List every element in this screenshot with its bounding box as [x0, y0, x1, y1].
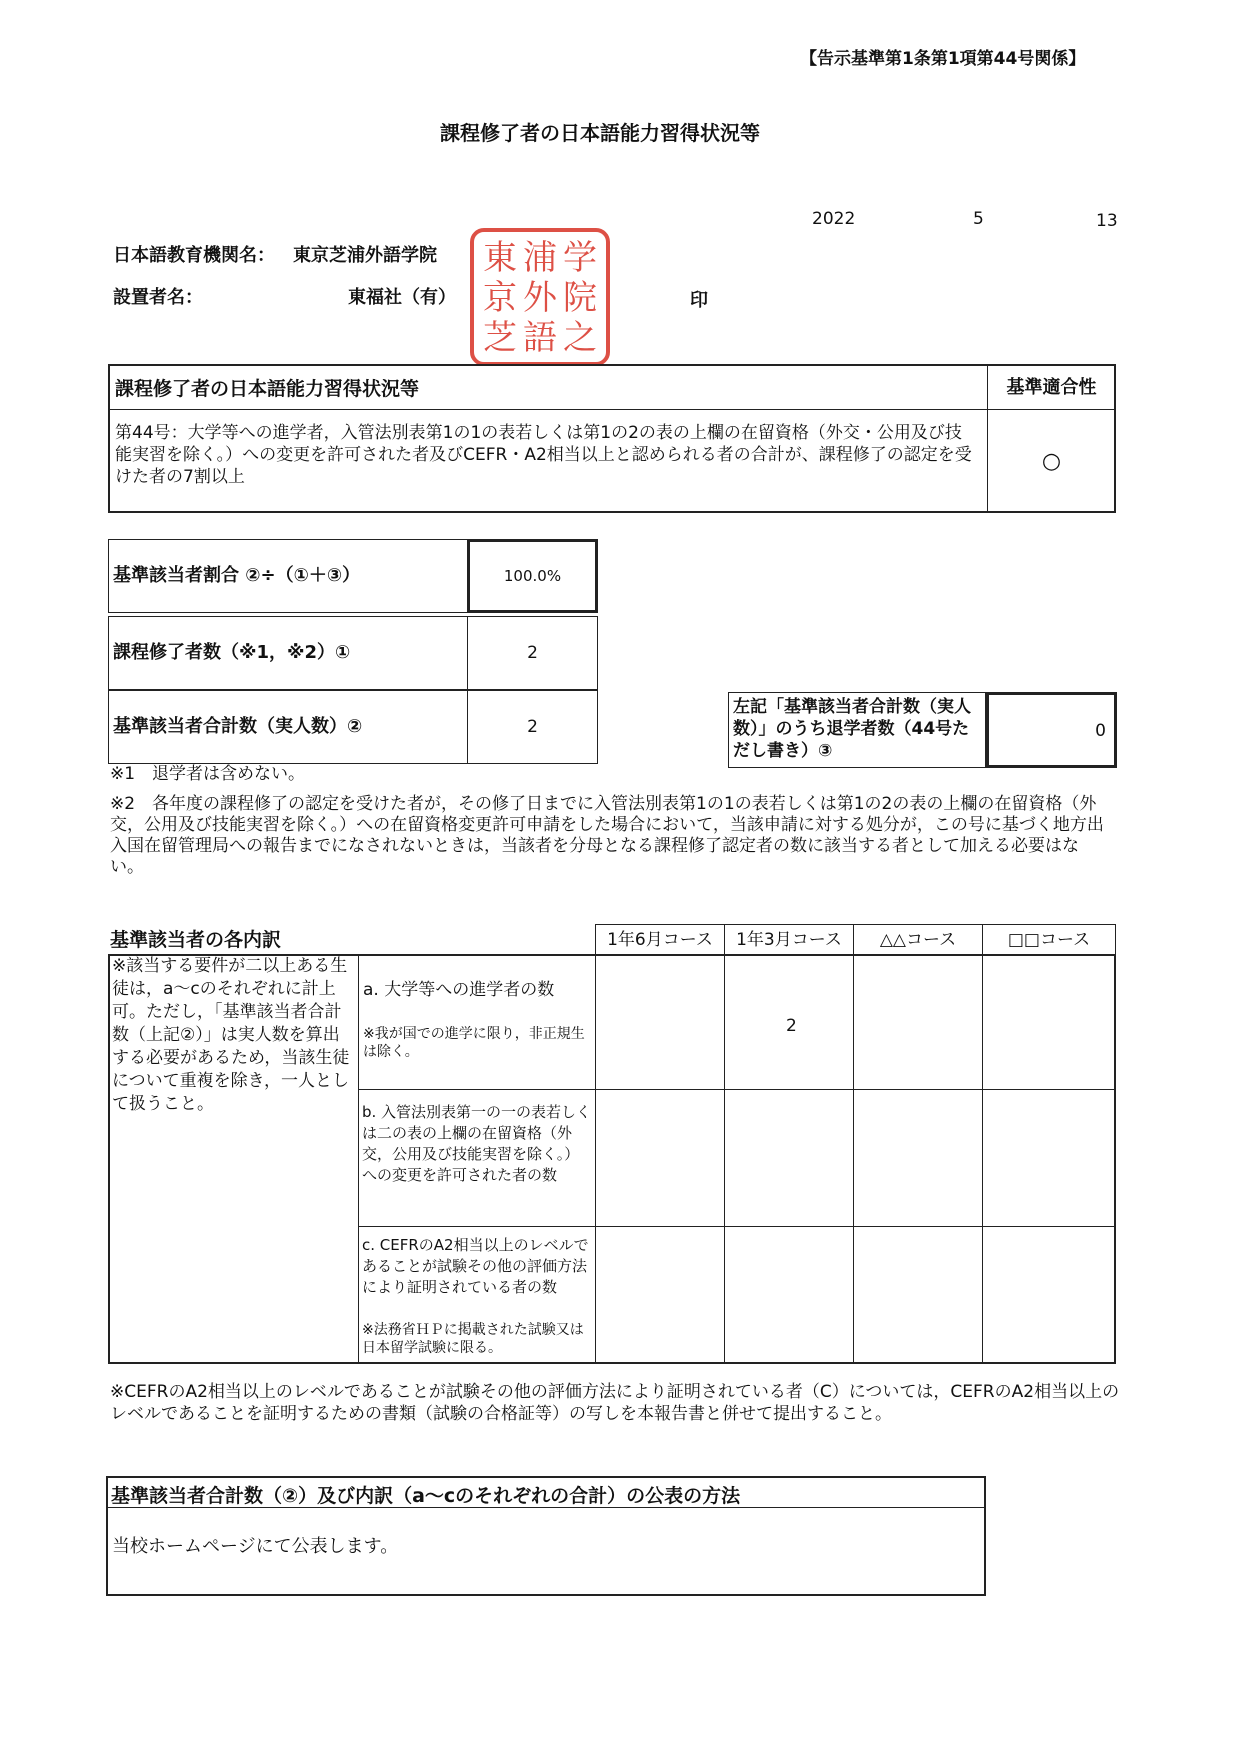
criteria-description: 第44号：大学等への進学者，入管法別表第1の1の表若しくは第1の2の表の上欄の在留資格（外交・公用及び技能実習を除く。）への変更を許可された者及びCEFR・A2相当以上と認められる者の合計が、課程修了の認定を受けた者の7割以上 [115, 423, 972, 487]
criteria-header-text: 課程修了者の日本語能力習得状況等 [115, 378, 420, 400]
founder-name: 東福社（有） [348, 287, 456, 308]
withdrawn-value-cell [986, 692, 1117, 768]
breakdown-left-note-cell [108, 954, 359, 1364]
row-c-sub: ※法務省ＨＰに掲載された試験又は日本留学試験に限る。 [362, 1322, 584, 1356]
ratio-value: 100.0% [503, 567, 562, 585]
row-c-label: c. CEFRのA2相当以上のレベルであることが試験その他の評価方法により証明されている者の数 [362, 1236, 589, 1296]
seal-mark-label: 印 [690, 290, 708, 311]
row-c-value [595, 1226, 725, 1364]
publication-header: 基準該当者合計数（②）及び内訳（a〜cのそれぞれの合計）の公表の方法 [111, 1485, 741, 1507]
row-a-sub: ※我が国での進学に限り，非正規生は除く。 [363, 1026, 585, 1060]
seal-char: 外 [523, 278, 557, 318]
breakdown-left-note: ※該当する要件が二以上ある生徒は，a〜cのそれぞれに計上可。ただし，「基準該当者合計数（上記②）」は実人数を算出する必要があるため，当該生徒について重複を除き，一人として扱うこと。 [112, 956, 350, 1114]
conformity-cell [987, 409, 1116, 513]
row-b-label: b. 入管法別表第一の一の表若しくは二の表の上欄の在留資格（外交，公用及び技能実習を除く。）への変更を許可された者の数 [362, 1103, 592, 1184]
row-a-value [853, 954, 983, 1090]
row-b-value [982, 1089, 1116, 1227]
seal-char: 浦 [523, 238, 557, 278]
note-2: ※2 各年度の課程修了の認定を受けた者が，その修了日までに入管法別表第1の1の表若しくは第1の2の表の上欄の在留資格（外交，公用及び技能実習を除く。）への在留資格変更許可申請をした場合において，当該申請に対する処分が，この号に基づく地方出入国在留管理局への報告までになされないときは，当該者を分母となる課程修了認定者の数に該当する者として加える必要はない。 [110, 794, 1104, 877]
row-b-value [724, 1089, 854, 1227]
criteria-description-cell [108, 409, 988, 513]
column-header: □□コース [982, 924, 1116, 955]
qualified-value: 2 [527, 717, 538, 737]
qualified-label-cell [108, 690, 468, 764]
row-c-value [724, 1226, 854, 1364]
withdrawn-value: 0 [1095, 721, 1106, 741]
date-day: 13 [1096, 211, 1118, 231]
row-c-label-cell [358, 1226, 596, 1364]
row-c-value [982, 1226, 1116, 1364]
seal-char: 京 [483, 278, 517, 318]
qualified-label: 基準該当者合計数（実人数）② [113, 716, 363, 737]
row-a-value: 2 [724, 954, 854, 1090]
column-header: △△コース [853, 924, 983, 955]
page-title: 課程修了者の日本語能力習得状況等 [440, 121, 760, 145]
institution-name-label: 日本語教育機関名： [113, 245, 275, 266]
qualified-value-cell [467, 690, 598, 764]
seal-char: 語 [523, 318, 557, 358]
row-b-value [595, 1089, 725, 1227]
seal-char: 之 [563, 318, 597, 358]
conformity-mark: ○ [1041, 448, 1062, 474]
withdrawn-label-cell [728, 692, 986, 768]
row-a-label-cell [358, 954, 596, 1090]
seal-char: 東 [483, 238, 517, 278]
conformity-header: 基準適合性 [1006, 376, 1097, 398]
row-a-label: a. 大学等への進学者の数 [363, 980, 555, 1000]
breakdown-title: 基準該当者の各内訳 [110, 929, 282, 951]
seal-char: 芝 [483, 318, 517, 358]
row-a-value [595, 954, 725, 1090]
ratio-label-cell [108, 539, 468, 613]
date-month: 5 [973, 209, 984, 229]
withdrawn-label: 左記「基準該当者合計数（実人数）」のうち退学者数（44号ただし書き）③ [733, 697, 971, 761]
publication-header-cell [106, 1476, 986, 1508]
breakdown-footnote: ※CEFRのA2相当以上のレベルであることが試験その他の評価方法により証明されている者（C）については，CEFRのA2相当以上のレベルであることを証明するための書類（試験の合格証等）の写しを本報告書と併せて提出すること。 [110, 1382, 1120, 1424]
completers-value-cell [467, 616, 598, 690]
publication-body: 当校ホームページにて公表します。 [112, 1536, 399, 1557]
completers-value: 2 [527, 643, 538, 663]
row-b-value [853, 1089, 983, 1227]
row-c-value [853, 1226, 983, 1364]
criteria-header-right [987, 364, 1116, 410]
completers-label: 課程修了者数（※1，※2）① [113, 642, 351, 663]
row-a-value [982, 954, 1116, 1090]
institution-seal [470, 228, 610, 366]
seal-char: 院 [563, 278, 597, 318]
column-header: 1年3月コース [724, 924, 854, 955]
date-year: 2022 [812, 209, 856, 229]
note-1: ※1 退学者は含めない。 [110, 764, 306, 784]
ratio-value-cell [467, 539, 598, 613]
institution-name: 東京芝浦外語学院 [293, 245, 437, 266]
ratio-label: 基準該当者割合 ②÷（①＋③） [113, 565, 361, 586]
completers-label-cell [108, 616, 468, 690]
reference-label: 【告示基準第1条第1項第44号関係】 [800, 49, 1086, 69]
column-header: 1年6月コース [595, 924, 725, 955]
seal-char: 学 [563, 238, 597, 278]
row-b-label-cell [358, 1089, 596, 1227]
criteria-header-left [108, 364, 988, 410]
founder-label: 設置者名： [113, 287, 203, 308]
